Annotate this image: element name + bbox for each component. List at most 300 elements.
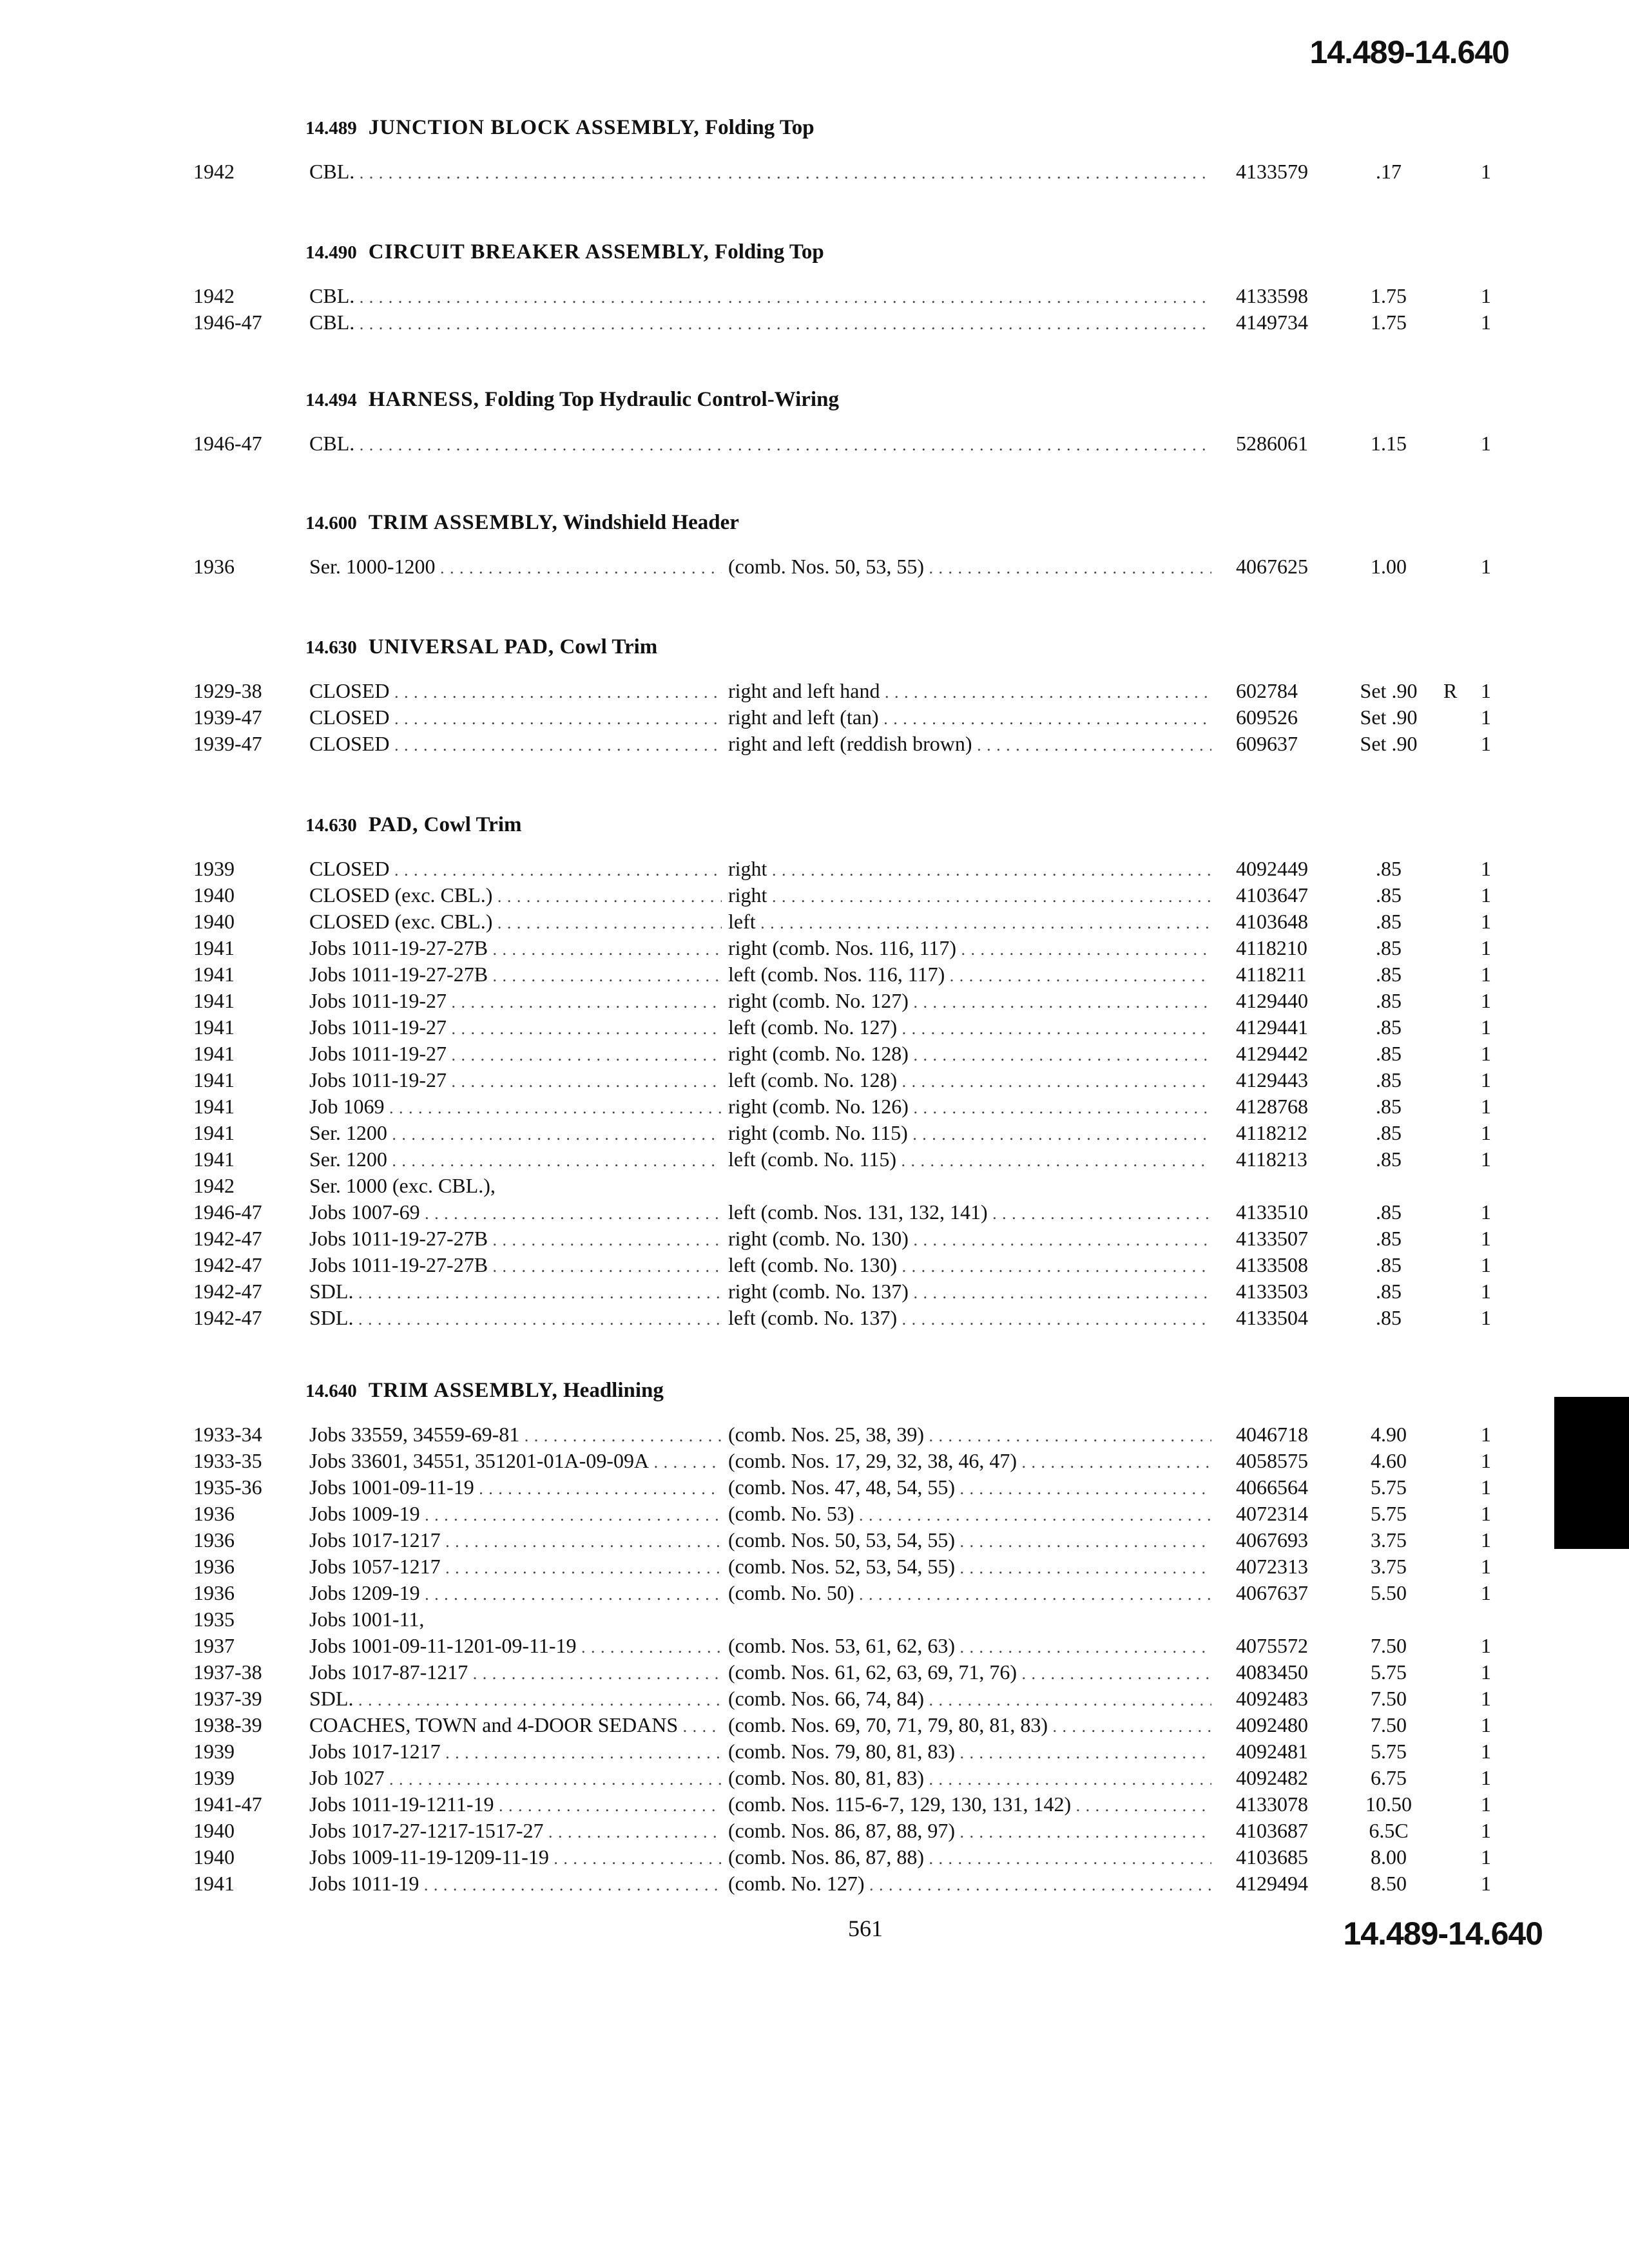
row-part-number: 4072314 bbox=[1236, 1502, 1308, 1525]
row-part-number: 4067625 bbox=[1236, 555, 1308, 578]
parts-row bbox=[0, 311, 1629, 337]
row-note: left (comb. No. 115) . . . bbox=[728, 1148, 1211, 1171]
parts-row bbox=[0, 706, 1629, 732]
row-description: CBL. . . . bbox=[309, 160, 722, 184]
row-price: 1.15 bbox=[1371, 432, 1407, 455]
section-number: 14.490 bbox=[305, 242, 357, 263]
row-description: Jobs 1011-19-27 . . . bbox=[309, 1068, 722, 1092]
row-description: Jobs 1017-87-1217 . . . bbox=[309, 1660, 722, 1684]
row-quantity: 1 bbox=[1481, 679, 1491, 702]
parts-row bbox=[0, 432, 1629, 458]
section-heading bbox=[305, 240, 824, 264]
row-quantity: 1 bbox=[1481, 284, 1491, 307]
row-note: (comb. Nos. 86, 87, 88, 97) . . . bbox=[728, 1819, 1211, 1843]
row-note: right and left hand . . . bbox=[728, 679, 1211, 703]
row-description: Jobs 1011-19-27 . . . bbox=[309, 989, 722, 1013]
row-price: .85 bbox=[1376, 1015, 1402, 1039]
row-price: .85 bbox=[1376, 857, 1402, 880]
row-year: 1942 bbox=[193, 284, 235, 307]
parts-row bbox=[0, 1042, 1629, 1068]
row-description: Jobs 1011-19-27-27B . . . bbox=[309, 936, 722, 960]
parts-row bbox=[0, 1148, 1629, 1174]
row-part-number: 4067637 bbox=[1236, 1581, 1308, 1604]
row-part-number: 4133579 bbox=[1236, 160, 1308, 183]
row-quantity: 1 bbox=[1481, 732, 1491, 755]
row-price: 1.75 bbox=[1371, 311, 1407, 334]
section-subtitle: Headlining bbox=[563, 1379, 664, 1402]
row-description: SDL. . . . bbox=[309, 1280, 722, 1303]
row-description: Jobs 33559, 34559-69-81 . . . bbox=[309, 1423, 722, 1446]
row-part-number: 4129494 bbox=[1236, 1872, 1308, 1895]
row-year: 1937-39 bbox=[193, 1687, 262, 1710]
row-year: 1936 bbox=[193, 1555, 235, 1578]
parts-row bbox=[0, 1581, 1629, 1608]
row-note: (comb. No. 50) . . . bbox=[728, 1581, 1211, 1605]
section-title: HARNESS, bbox=[368, 388, 479, 411]
parts-row bbox=[0, 1528, 1629, 1555]
row-part-number: 4118210 bbox=[1236, 936, 1307, 959]
row-description: Jobs 1017-1217 . . . bbox=[309, 1528, 722, 1552]
parts-row bbox=[0, 1015, 1629, 1042]
row-price: 8.00 bbox=[1371, 1845, 1407, 1869]
section-rows bbox=[0, 160, 1629, 186]
row-note: (comb. Nos. 53, 61, 62, 63) . . . bbox=[728, 1634, 1211, 1658]
row-note: (comb. Nos. 80, 81, 83) . . . bbox=[728, 1766, 1211, 1790]
row-price: .85 bbox=[1376, 1227, 1402, 1250]
row-quantity: 1 bbox=[1481, 1306, 1491, 1329]
row-year: 1936 bbox=[193, 1581, 235, 1604]
row-year: 1941 bbox=[193, 1095, 235, 1118]
row-description: Jobs 1011-19-27-27B . . . bbox=[309, 1227, 722, 1251]
row-part-number: 4129441 bbox=[1236, 1015, 1308, 1039]
row-note: (comb. No. 53) . . . bbox=[728, 1502, 1211, 1526]
row-note: (comb. Nos. 52, 53, 54, 55) . . . bbox=[728, 1555, 1211, 1579]
row-year: 1942-47 bbox=[193, 1306, 262, 1329]
row-year: 1941 bbox=[193, 1015, 235, 1039]
row-part-number: 4129440 bbox=[1236, 989, 1308, 1012]
row-price: 1.75 bbox=[1371, 284, 1407, 307]
parts-row bbox=[0, 1068, 1629, 1095]
section-number: 14.600 bbox=[305, 513, 357, 533]
parts-row bbox=[0, 1713, 1629, 1740]
row-quantity: 1 bbox=[1481, 1502, 1491, 1525]
parts-row bbox=[0, 160, 1629, 186]
row-price: 6.75 bbox=[1371, 1766, 1407, 1789]
row-description: CLOSED . . . bbox=[309, 706, 722, 729]
row-description: Ser. 1200 . . . bbox=[309, 1148, 722, 1171]
row-year: 1933-35 bbox=[193, 1449, 262, 1472]
row-year: 1941 bbox=[193, 1121, 235, 1144]
row-note: left (comb. Nos. 131, 132, 141) . . . bbox=[728, 1200, 1211, 1224]
section-rows bbox=[0, 432, 1629, 458]
section-heading bbox=[305, 116, 815, 140]
parts-row bbox=[0, 1121, 1629, 1148]
row-description: Jobs 1011-19-27-27B . . . bbox=[309, 963, 722, 986]
row-year: 1946-47 bbox=[193, 1200, 262, 1224]
row-price: 5.75 bbox=[1371, 1660, 1407, 1684]
row-part-number: 4118212 bbox=[1236, 1121, 1307, 1144]
row-quantity: 1 bbox=[1481, 1845, 1491, 1869]
row-quantity: 1 bbox=[1481, 1740, 1491, 1763]
row-year: 1941 bbox=[193, 1042, 235, 1065]
section-subtitle: Windshield Header bbox=[563, 511, 739, 534]
row-description: COACHES, TOWN and 4-DOOR SEDANS . . . bbox=[309, 1713, 722, 1737]
row-year: 1941 bbox=[193, 1148, 235, 1171]
row-part-number: 4092482 bbox=[1236, 1766, 1308, 1789]
row-part-number: 4133507 bbox=[1236, 1227, 1308, 1250]
section-rows bbox=[0, 284, 1629, 337]
row-part-number: 4133598 bbox=[1236, 284, 1308, 307]
row-part-number: 4103685 bbox=[1236, 1845, 1308, 1869]
parts-row bbox=[0, 910, 1629, 936]
parts-row bbox=[0, 963, 1629, 989]
row-part-number: 4118213 bbox=[1236, 1148, 1307, 1171]
parts-row bbox=[0, 1766, 1629, 1792]
row-quantity: 1 bbox=[1481, 1872, 1491, 1895]
row-price: .85 bbox=[1376, 883, 1402, 907]
row-quantity: 1 bbox=[1481, 1819, 1491, 1842]
parts-row bbox=[0, 1555, 1629, 1581]
row-year: 1942-47 bbox=[193, 1227, 262, 1250]
row-part-number: 4092480 bbox=[1236, 1713, 1308, 1736]
row-price: .85 bbox=[1376, 1095, 1402, 1118]
row-price: 1.00 bbox=[1371, 555, 1407, 578]
row-part-number: 4133508 bbox=[1236, 1253, 1308, 1276]
section-number: 14.630 bbox=[305, 815, 357, 836]
row-part-number: 4067693 bbox=[1236, 1528, 1308, 1552]
row-quantity: 1 bbox=[1481, 963, 1491, 986]
row-part-number: 4133078 bbox=[1236, 1792, 1308, 1816]
row-quantity: 1 bbox=[1481, 1713, 1491, 1736]
row-description: CLOSED (exc. CBL.) . . . bbox=[309, 883, 722, 907]
row-quantity: 1 bbox=[1481, 1555, 1491, 1578]
row-quantity: 1 bbox=[1481, 1015, 1491, 1039]
row-part-number: 4058575 bbox=[1236, 1449, 1308, 1472]
row-part-number: 4092481 bbox=[1236, 1740, 1308, 1763]
row-year: 1939-47 bbox=[193, 732, 262, 755]
section-title: PAD, bbox=[368, 813, 419, 836]
row-description: Jobs 1001-09-11-1201-09-11-19 . . . bbox=[309, 1634, 722, 1658]
row-part-number: 4118211 bbox=[1236, 963, 1307, 986]
parts-row bbox=[0, 1174, 1629, 1200]
section-heading bbox=[305, 388, 839, 412]
row-quantity: 1 bbox=[1481, 1634, 1491, 1657]
row-note: (comb. Nos. 47, 48, 54, 55) . . . bbox=[728, 1475, 1211, 1499]
row-price: .17 bbox=[1376, 160, 1402, 183]
row-price: 5.75 bbox=[1371, 1475, 1407, 1499]
row-year: 1946-47 bbox=[193, 311, 262, 334]
section-number: 14.630 bbox=[305, 637, 357, 658]
row-year: 1941 bbox=[193, 963, 235, 986]
row-description: Jobs 1001-09-11-19 . . . bbox=[309, 1475, 722, 1499]
row-year: 1936 bbox=[193, 1502, 235, 1525]
row-quantity: 1 bbox=[1481, 936, 1491, 959]
section-title: TRIM ASSEMBLY, bbox=[368, 511, 558, 534]
parts-row bbox=[0, 1872, 1629, 1898]
row-note: (comb. Nos. 86, 87, 88) . . . bbox=[728, 1845, 1211, 1869]
row-note: (comb. Nos. 69, 70, 71, 79, 80, 81, 83) . . . bbox=[728, 1713, 1211, 1737]
section-subtitle: Folding Top bbox=[704, 116, 815, 139]
parts-row bbox=[0, 1740, 1629, 1766]
row-quantity: 1 bbox=[1481, 1042, 1491, 1065]
row-year: 1939 bbox=[193, 857, 235, 880]
row-price: 10.50 bbox=[1365, 1792, 1412, 1816]
row-description: Jobs 1017-1217 . . . bbox=[309, 1740, 722, 1763]
section-rows bbox=[0, 679, 1629, 758]
row-year: 1929-38 bbox=[193, 679, 262, 702]
row-price: .85 bbox=[1376, 910, 1402, 933]
row-description: Jobs 1011-19-27-27B . . . bbox=[309, 1253, 722, 1277]
row-note: left (comb. Nos. 116, 117) . . . bbox=[728, 963, 1211, 986]
row-price: .85 bbox=[1376, 1121, 1402, 1144]
row-year: 1940 bbox=[193, 883, 235, 907]
row-note: right and left (tan) . . . bbox=[728, 706, 1211, 729]
row-year: 1946-47 bbox=[193, 432, 262, 455]
row-description: CBL. . . . bbox=[309, 432, 722, 456]
section-title: UNIVERSAL PAD, bbox=[368, 635, 555, 658]
row-quantity: 1 bbox=[1481, 1449, 1491, 1472]
parts-row bbox=[0, 555, 1629, 581]
row-price: 7.50 bbox=[1371, 1634, 1407, 1657]
row-quantity: 1 bbox=[1481, 883, 1491, 907]
row-year: 1941-47 bbox=[193, 1792, 262, 1816]
row-year: 1938-39 bbox=[193, 1713, 262, 1736]
row-quantity: 1 bbox=[1481, 1227, 1491, 1250]
row-description: Job 1027 . . . bbox=[309, 1766, 722, 1790]
section-subtitle: Folding Top bbox=[715, 240, 824, 264]
row-part-number: 4083450 bbox=[1236, 1660, 1308, 1684]
row-quantity: 1 bbox=[1481, 1792, 1491, 1816]
row-price: 5.75 bbox=[1371, 1502, 1407, 1525]
parts-row bbox=[0, 1449, 1629, 1475]
row-price: 7.50 bbox=[1371, 1687, 1407, 1710]
row-price: .85 bbox=[1376, 1253, 1402, 1276]
row-description: Jobs 1017-27-1217-1517-27 . . . bbox=[309, 1819, 722, 1843]
row-part-number: 602784 bbox=[1236, 679, 1298, 702]
section-number: 14.489 bbox=[305, 118, 357, 139]
row-year: 1942 bbox=[193, 160, 235, 183]
row-price: 4.90 bbox=[1371, 1423, 1407, 1446]
parts-row bbox=[0, 857, 1629, 883]
row-part-number: 4128768 bbox=[1236, 1095, 1308, 1118]
row-quantity: 1 bbox=[1481, 555, 1491, 578]
row-year: 1942-47 bbox=[193, 1280, 262, 1303]
section-title: CIRCUIT BREAKER ASSEMBLY, bbox=[368, 240, 709, 264]
row-part-number: 609637 bbox=[1236, 732, 1298, 755]
row-note: (comb. Nos. 17, 29, 32, 38, 46, 47) . . . bbox=[728, 1449, 1211, 1473]
parts-row bbox=[0, 284, 1629, 311]
parts-row bbox=[0, 1200, 1629, 1227]
parts-row bbox=[0, 1253, 1629, 1280]
row-price: .85 bbox=[1376, 963, 1402, 986]
parts-row bbox=[0, 1227, 1629, 1253]
section-heading bbox=[305, 511, 739, 535]
row-part-number: 5286061 bbox=[1236, 432, 1308, 455]
row-year: 1937 bbox=[193, 1634, 235, 1657]
row-description: Jobs 1057-1217 . . . bbox=[309, 1555, 722, 1579]
row-price: .85 bbox=[1376, 1148, 1402, 1171]
row-description: CLOSED . . . bbox=[309, 679, 722, 703]
row-description: Jobs 1009-11-19-1209-11-19 . . . bbox=[309, 1845, 722, 1869]
parts-row bbox=[0, 1475, 1629, 1502]
row-part-number: 4129442 bbox=[1236, 1042, 1308, 1065]
row-note: (comb. Nos. 79, 80, 81, 83) . . . bbox=[728, 1740, 1211, 1763]
row-part-number: 4103648 bbox=[1236, 910, 1308, 933]
row-price: 5.75 bbox=[1371, 1740, 1407, 1763]
row-price: 5.50 bbox=[1371, 1581, 1407, 1604]
row-description: Ser. 1200 . . . bbox=[309, 1121, 722, 1145]
row-note: right (comb. No. 130) . . . bbox=[728, 1227, 1211, 1251]
section-subtitle: Folding Top Hydraulic Control-Wiring bbox=[485, 388, 839, 411]
row-description: Jobs 1011-19-1211-19 . . . bbox=[309, 1792, 722, 1816]
row-price: Set .90 bbox=[1360, 732, 1418, 755]
section-subtitle: Cowl Trim bbox=[423, 813, 522, 836]
row-quantity: 1 bbox=[1481, 432, 1491, 455]
row-note bbox=[728, 284, 1211, 308]
row-description: Jobs 1009-19 . . . bbox=[309, 1502, 722, 1526]
row-quantity: 1 bbox=[1481, 989, 1491, 1012]
row-part-number: 4046718 bbox=[1236, 1423, 1308, 1446]
row-description: Jobs 1001-11, bbox=[309, 1608, 425, 1631]
row-quantity: 1 bbox=[1481, 1148, 1491, 1171]
row-price: 3.75 bbox=[1371, 1555, 1407, 1578]
row-description: CLOSED . . . bbox=[309, 857, 722, 881]
row-flag: R bbox=[1443, 679, 1458, 702]
row-note: (comb. Nos. 61, 62, 63, 69, 71, 76) . . . bbox=[728, 1660, 1211, 1684]
row-part-number: 4129443 bbox=[1236, 1068, 1308, 1091]
row-quantity: 1 bbox=[1481, 1280, 1491, 1303]
section-heading bbox=[305, 635, 657, 659]
row-quantity: 1 bbox=[1481, 1200, 1491, 1224]
parts-row bbox=[0, 1819, 1629, 1845]
section-rows bbox=[0, 1423, 1629, 1898]
parts-row bbox=[0, 679, 1629, 706]
row-price: 3.75 bbox=[1371, 1528, 1407, 1552]
row-price: 4.60 bbox=[1371, 1449, 1407, 1472]
row-description: Jobs 1011-19-27 . . . bbox=[309, 1042, 722, 1066]
row-quantity: 1 bbox=[1481, 1660, 1491, 1684]
parts-row bbox=[0, 1502, 1629, 1528]
parts-row bbox=[0, 936, 1629, 963]
row-note: right (comb. Nos. 116, 117) . . . bbox=[728, 936, 1211, 960]
row-note: (comb. Nos. 50, 53, 54, 55) . . . bbox=[728, 1528, 1211, 1552]
row-year: 1936 bbox=[193, 555, 235, 578]
row-note: (comb. Nos. 66, 74, 84) . . . bbox=[728, 1687, 1211, 1711]
row-year: 1939 bbox=[193, 1740, 235, 1763]
row-description: SDL. . . . bbox=[309, 1306, 722, 1330]
parts-row bbox=[0, 1306, 1629, 1332]
row-description: Ser. 1000-1200 . . . bbox=[309, 555, 722, 579]
parts-row bbox=[0, 989, 1629, 1015]
row-price: 8.50 bbox=[1371, 1872, 1407, 1895]
parts-row bbox=[0, 1608, 1629, 1634]
row-note: left (comb. No. 137) . . . bbox=[728, 1306, 1211, 1330]
row-quantity: 1 bbox=[1481, 1475, 1491, 1499]
parts-row bbox=[0, 1280, 1629, 1306]
row-year: 1941 bbox=[193, 936, 235, 959]
row-year: 1935-36 bbox=[193, 1475, 262, 1499]
row-year: 1933-34 bbox=[193, 1423, 262, 1446]
row-quantity: 1 bbox=[1481, 857, 1491, 880]
row-part-number: 609526 bbox=[1236, 706, 1298, 729]
parts-row bbox=[0, 732, 1629, 758]
row-part-number: 4103687 bbox=[1236, 1819, 1308, 1842]
section-number: 14.640 bbox=[305, 1381, 357, 1401]
row-description: CBL. . . . bbox=[309, 311, 722, 334]
row-description: Jobs 1007-69 . . . bbox=[309, 1200, 722, 1224]
row-note: left (comb. No. 130) . . . bbox=[728, 1253, 1211, 1277]
row-description: Ser. 1000 (exc. CBL.), bbox=[309, 1174, 496, 1197]
row-price: .85 bbox=[1376, 936, 1402, 959]
row-note: right (comb. No. 128) . . . bbox=[728, 1042, 1211, 1066]
row-note: right . . . bbox=[728, 857, 1211, 881]
section-heading bbox=[305, 1379, 664, 1403]
row-quantity: 1 bbox=[1481, 160, 1491, 183]
row-note: right . . . bbox=[728, 883, 1211, 907]
section-rows bbox=[0, 555, 1629, 581]
row-description: CLOSED . . . bbox=[309, 732, 722, 756]
row-price: .85 bbox=[1376, 1042, 1402, 1065]
row-price: .85 bbox=[1376, 1068, 1402, 1091]
section-heading bbox=[305, 813, 521, 837]
page-header-range: 14.489-14.640 bbox=[1309, 34, 1509, 70]
row-note: (comb. Nos. 25, 38, 39) . . . bbox=[728, 1423, 1211, 1446]
row-note: left (comb. No. 128) . . . bbox=[728, 1068, 1211, 1092]
row-year: 1937-38 bbox=[193, 1660, 262, 1684]
row-quantity: 1 bbox=[1481, 1528, 1491, 1552]
row-year: 1939-47 bbox=[193, 706, 262, 729]
row-description: CLOSED (exc. CBL.) . . . bbox=[309, 910, 722, 934]
row-year: 1939 bbox=[193, 1766, 235, 1789]
section-rows bbox=[0, 857, 1629, 1332]
section-number: 14.494 bbox=[305, 390, 357, 410]
page-number: 561 bbox=[848, 1916, 883, 1941]
row-year: 1940 bbox=[193, 910, 235, 933]
row-part-number: 4133503 bbox=[1236, 1280, 1308, 1303]
row-part-number: 4103647 bbox=[1236, 883, 1308, 907]
row-part-number: 4133510 bbox=[1236, 1200, 1308, 1224]
row-part-number: 4092483 bbox=[1236, 1687, 1308, 1710]
parts-row bbox=[0, 1687, 1629, 1713]
row-note: right (comb. No. 115) . . . bbox=[728, 1121, 1211, 1145]
row-quantity: 1 bbox=[1481, 1581, 1491, 1604]
page-footer-range: 14.489-14.640 bbox=[1343, 1916, 1543, 1952]
parts-row bbox=[0, 1845, 1629, 1872]
row-price: .85 bbox=[1376, 1200, 1402, 1224]
row-part-number: 4133504 bbox=[1236, 1306, 1308, 1329]
parts-row bbox=[0, 1095, 1629, 1121]
row-price: .85 bbox=[1376, 1280, 1402, 1303]
row-quantity: 1 bbox=[1481, 706, 1491, 729]
row-price: .85 bbox=[1376, 989, 1402, 1012]
row-price: Set .90 bbox=[1360, 679, 1418, 702]
row-note bbox=[728, 160, 1211, 184]
row-year: 1941 bbox=[193, 1872, 235, 1895]
row-note: left . . . bbox=[728, 910, 1211, 934]
row-note: left (comb. No. 127) . . . bbox=[728, 1015, 1211, 1039]
row-quantity: 1 bbox=[1481, 1095, 1491, 1118]
row-note: right (comb. No. 137) . . . bbox=[728, 1280, 1211, 1303]
row-price: 6.5C bbox=[1369, 1819, 1409, 1842]
row-quantity: 1 bbox=[1481, 311, 1491, 334]
section-title: TRIM ASSEMBLY, bbox=[368, 1379, 558, 1402]
row-year: 1936 bbox=[193, 1528, 235, 1552]
row-part-number: 4092449 bbox=[1236, 857, 1308, 880]
parts-row bbox=[0, 1423, 1629, 1449]
row-description: Job 1069 . . . bbox=[309, 1095, 722, 1119]
row-part-number: 4066564 bbox=[1236, 1475, 1308, 1499]
row-quantity: 1 bbox=[1481, 1423, 1491, 1446]
